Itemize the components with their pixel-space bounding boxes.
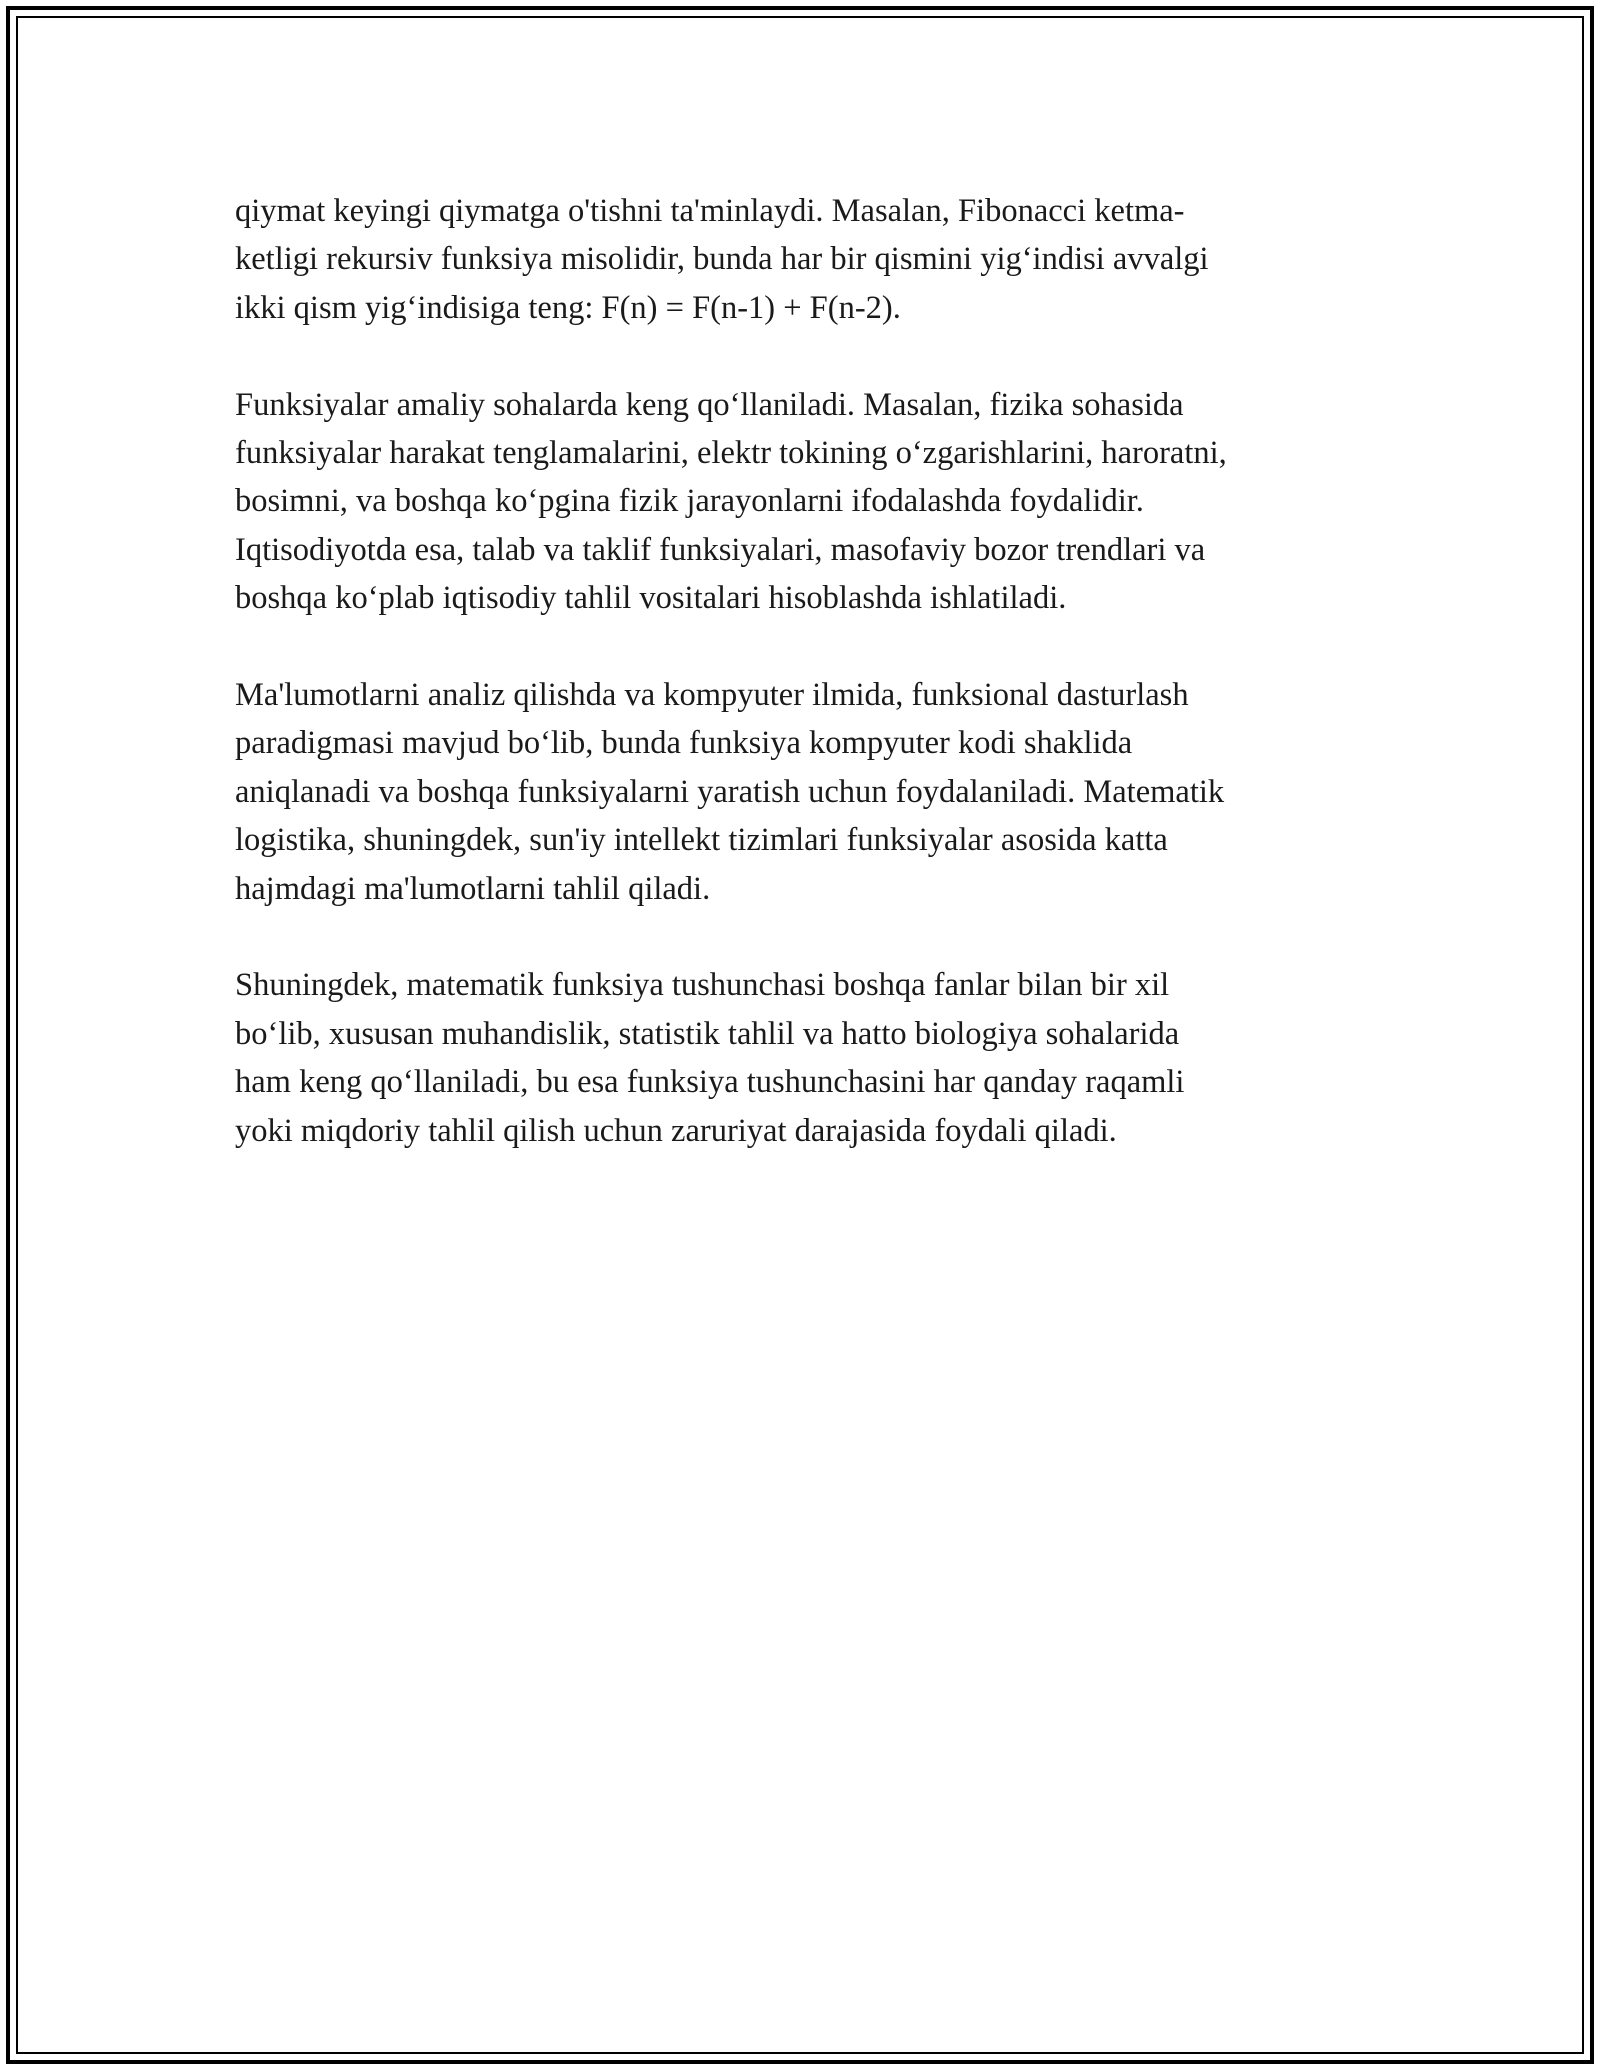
text-line: hajmdagi ma'lumotlarni tahlil qiladi. — [235, 870, 711, 907]
text-line: bosimni, va boshqa ko‘pgina fizik jarayonlarni ifodalashda foydalidir. — [235, 483, 1144, 520]
text-line: logistika, shuningdek, sun'iy intellekt tizimlari funksiyalar asosida katta — [235, 822, 1168, 859]
text-line: bo‘lib, xususan muhandislik, statistik tahlil va hatto biologiya sohalarida — [235, 1015, 1180, 1052]
text-line: Funksiyalar amaliy sohalarda keng qo‘llaniladi. Masalan, fizika sohasida — [235, 386, 1184, 423]
text-line: Iqtisodiyotda esa, talab va taklif funksiyalari, masofaviy bozor trendlari va — [235, 531, 1206, 568]
text-line: Shuningdek, matematik funksiya tushunchasi boshqa fanlar bilan bir xil — [235, 967, 1170, 1004]
paragraph-computer-science — [235, 671, 1365, 913]
text-line: qiymat keyingi qiymatga o'tishni ta'minlaydi. Masalan, Fibonacci ketma- — [235, 193, 1185, 229]
text-line: Ma'lumotlarni analiz qilishda va kompyuter ilmida, funksional dasturlash — [235, 677, 1189, 714]
document-body — [235, 187, 1365, 1155]
text-line: paradigmasi mavjud bo‘lib, bunda funksiya kompyuter kodi shaklida — [235, 725, 1133, 762]
text-line: ham keng qo‘llaniladi, bu esa funksiya tushunchasini har qanday raqamli — [235, 1064, 1185, 1101]
text-line: yoki miqdoriy tahlil qilish uchun zaruriyat darajasida foydali qiladi. — [235, 1112, 1117, 1149]
paragraph-other-sciences — [235, 961, 1365, 1155]
text-line: boshqa ko‘plab iqtisodiy tahlil vositalari hisoblashda ishlatiladi. — [235, 580, 1067, 617]
text-line: funksiyalar harakat tenglamalarini, elektr tokining o‘zgarishlarini, haroratni, — [235, 435, 1227, 472]
text-line: ikki qism yig‘indisiga teng: F(n) = F(n-1) + F(n-2). — [235, 289, 901, 326]
paragraph-fibonacci — [235, 187, 1365, 332]
text-line: ketligi rekursiv funksiya misolidir, bunda har bir qismini yig‘indisi avvalgi — [235, 241, 1209, 278]
text-line: aniqlanadi va boshqa funksiyalarni yaratish uchun foydalaniladi. Matematik — [235, 773, 1225, 810]
paragraph-applied-fields — [235, 381, 1365, 623]
